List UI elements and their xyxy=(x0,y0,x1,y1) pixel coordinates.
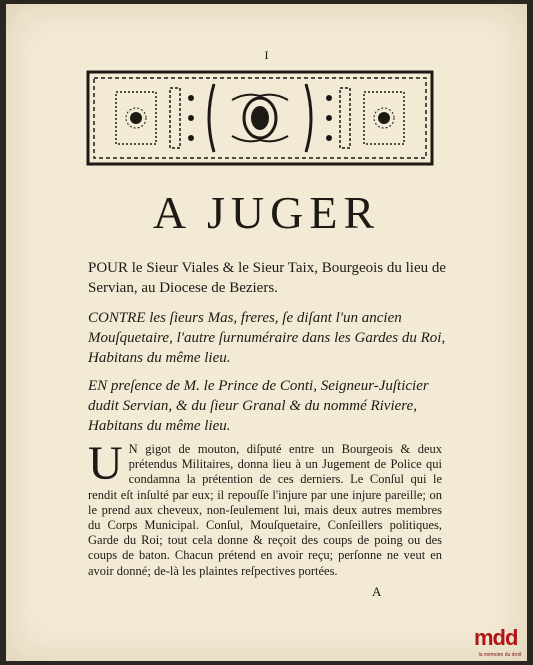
body-text: N gigot de mouton, diſputé entre un Bourgeois & deux prétendus Militaires, donna lieu à un Jugement de Police qui condamna la prétention de ces derniers. Le Conſul qui le rendit eſt inſulté par eux; il repouſſe l'injure par une injure pareille; on le prend aux cheveux, non-ſeulement lui, mais deux autres membres du Corps Municipal. Conſul, Mouſquetaire, Conſeillers politiques, Garde du Roi; tout cela donne & reçoit des coups de poing ou des coups de baton. Chacun prétend en avoir reçu; perſonne ne veut en avoir donné; de-là les plaintes reſpectives portées. xyxy=(88,442,442,578)
pour-text: le Sieur Viales & le Sieur Taix, Bourgeois du lieu de Servian, au Diocese de Beziers. xyxy=(88,260,447,296)
presence-lead: EN xyxy=(88,378,108,394)
presence-paragraph xyxy=(88,376,450,436)
catchword: A xyxy=(372,584,382,599)
document-page xyxy=(6,4,527,661)
watermark-logo xyxy=(470,625,530,663)
contre-text: les ſieurs Mas, freres, ſe diſant l'un ancien Mouſquetaire, l'autre ſurnuméraire dans les Gardes du Roi, Habitans du même lieu. xyxy=(88,310,446,366)
watermark-caption: la mémoire du droit xyxy=(478,652,522,658)
pour-paragraph xyxy=(88,258,450,298)
body-paragraph xyxy=(88,437,442,579)
presence-text: preſence de M. le Prince de Conti, Seigneur-Juſticier dudit Servian, & du ſieur Granal & du nommé Riviere, Habitans du même lieu. xyxy=(88,378,429,434)
watermark-mark: mdd xyxy=(474,625,518,650)
document-title: A JUGER xyxy=(152,187,381,238)
drop-cap: U xyxy=(88,437,123,490)
page-number: I xyxy=(264,48,269,62)
contre-lead: CONTRE xyxy=(88,310,146,326)
pour-lead: POUR xyxy=(88,260,129,276)
decorative-header-ornament xyxy=(86,70,434,166)
contre-paragraph xyxy=(88,308,450,368)
